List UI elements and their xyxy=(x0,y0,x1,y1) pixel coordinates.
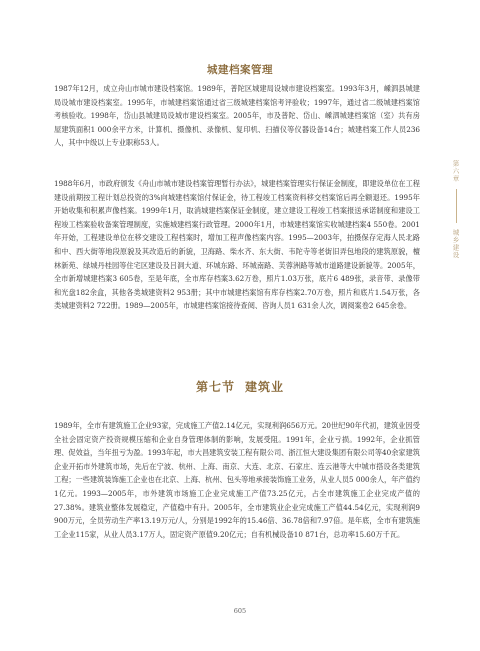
section-title: 城建档案管理 xyxy=(207,64,273,76)
paragraph-archive-history: 1987年12月，成立舟山市城市建设档案馆。1989年，普陀区城建局设城市建设档案室。1993年3月，嵊泗县城建局设城市建设档案室。1995年，市城建档案馆通过省三级城建档案馆考评验收；1997年，通过省二级城建档案馆考核验收。1998年，岱山县城建局设城市建设档案室。2005年，市及普陀、岱山、嵊泗城建档案馆（室）共有房屋建筑面积1 000余平方米，计算机、摄像机、录像机、复印机、扫描仪等仪器设备14台；城建档案工作人员236人，其中中级以上专业职称53人。 xyxy=(54,84,420,148)
page-number: 605 xyxy=(233,607,247,615)
side-chapter-label: 第六章 xyxy=(451,160,460,183)
side-chapter-tab xyxy=(446,160,466,259)
chapter-number: 第七节 xyxy=(195,380,235,394)
chapter-title: 建筑业 xyxy=(245,380,285,394)
side-tab-divider xyxy=(456,189,457,223)
side-topic-label: 城乡建设 xyxy=(451,228,460,259)
chapter-heading xyxy=(0,378,480,395)
paragraph-construction-industry: 1989年，全市有建筑施工企业93家，完成施工产值2.14亿元，实现利润656万元。20世纪90年代初，建筑业因受全社会固定资产投资规模压缩和企业自身管理体制的影响，发展受阻。1991年，企业亏损。1992年，企业抓管理、促效益，当年扭亏为盈。1993年起，市大昌建筑安装工程有限公司、浙江恒大建设集团有限公司等40余家建筑企业开拓市外建筑市场，先后在宁波、杭州、上海、南京、大连、北京、石家庄、连云港等大中城市搭设各类建筑工程；一些建筑装饰施工企业也在北京、上海、杭州、包头等地承接装饰施工业务，从业人员5 000余人，年产值约1亿元。1993—2005年，市外建筑市场施工企业完成施工产值73.25亿元，占全市建筑施工企业完成产值的27.38%。建筑业整体发展稳定，产值稳中有升。2005年，全市建筑业企业完成施工产值44.54亿元，实现利润9 900万元，全员劳动生产率13.19万元/人，分别是1992年的15.46倍、36.78倍和7.97倍。是年底，全市有建筑施工企业115家，从业人员3.17万人，固定资产原值9.20亿元；自有机械设备10 871台，总功率15.60万千瓦。 xyxy=(54,421,420,539)
paragraph-archive-management: 1988年6月，市政府颁发《舟山市城市建设档案管理暂行办法》，城建档案管理实行保证金制度，即建设单位在工程建设前期按工程计划总投资的3%向城建档案馆付保证金，待工程竣工档案资料移交档案馆后再全额退还。1995年开始收集和积累声像档案。1999年1月，取消城建档案保证金制度，建立建设工程竣工档案报送承诺制度和建设工程竣工档案验收备案管理制度，实施城建档案行政管理。2000年1月，市城建档案馆实收城建档案4 550卷。2001年开始，工程建设单位在移交建设工程档案时，增加工程声像档案内容。1995—2003年，拍摄保存定海人民北路和中、西大街等地段原貌及其改造后的新貌，卫海路、柴水齐、东大街、韦陀寺等老街旧弄包地段的建筑原貌，檀林新苑、绿城丹桂园等住宅区建设及吕洞大道、环城东路、环城南路、芙蓉洲路等城市道路建设新貌等。2005年，全市新增城建档案3 605卷，至是年底，全市库存档案3.62万卷，照片1.03万张，底片6 489张，录音带、录像带和光盘182余盒，其他各类城建资料2 953册；其中市城建档案馆有库存档案2.70万卷，照片和底片1.54万张，各类城建资料2 722册。1989—2005年，市城建档案馆接待查阅、咨询人员1 631余人次，调阅案卷2 645余卷。 xyxy=(54,179,420,311)
